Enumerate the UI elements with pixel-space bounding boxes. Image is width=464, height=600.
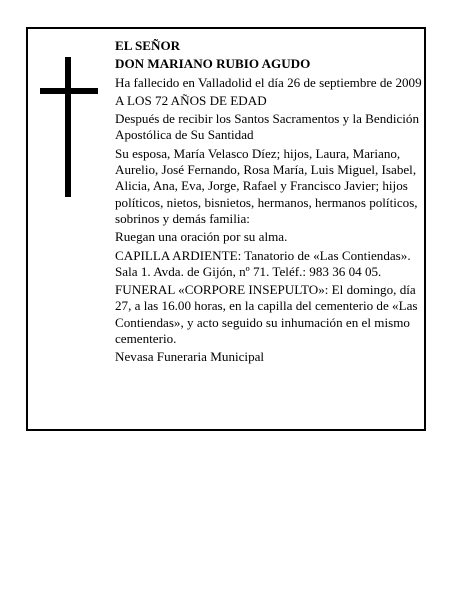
notice-title: EL SEÑOR [115,38,181,53]
prayer-request: Ruegan una oración por su alma. [115,229,288,245]
notice-text [115,38,427,368]
chapel-info: CAPILLA ARDIENTE: Tanatorio de «Las Contiendas». Sala 1. Avda. de Gijón, nº 71. Teléf.: 983 36 04 05. [115,247,411,279]
cross-horizontal-bar [40,88,98,94]
deceased-name: DON MARIANO RUBIO AGUDO [115,56,311,72]
cross-vertical-bar [65,57,71,197]
cross-icon [40,57,98,197]
funeral-info: FUNERAL «CORPORE INSEPULTO»: El domingo, día 27, a las 16.00 horas, en la capilla del cementerio de «Las Contiendas», y acto seguido su inhumación en el mismo cementerio. [115,282,418,347]
age-line: A LOS 72 AÑOS DE EDAD [115,92,267,108]
family-list: Su esposa, María Velasco Díez; hijos, Laura, Mariano, Aurelio, José Fernando, Rosa María, Luis Miguel, Isabel, Alicia, Ana, Eva, Jorge, Rafael y Francisco Javier; hijos políticos, nietos, bisnietos, hermanos, hermanos políticos, sobrinos y demás familia: [115,145,418,226]
death-announcement: Ha fallecido en Valladolid el día 26 de septiembre de 2009 [115,74,422,90]
sacraments-line: Después de recibir los Santos Sacramentos y la Bendición Apostólica de Su Santidad [115,111,419,143]
obituary-notice [26,27,426,431]
funeral-home: Nevasa Funeraria Municipal [115,349,265,365]
